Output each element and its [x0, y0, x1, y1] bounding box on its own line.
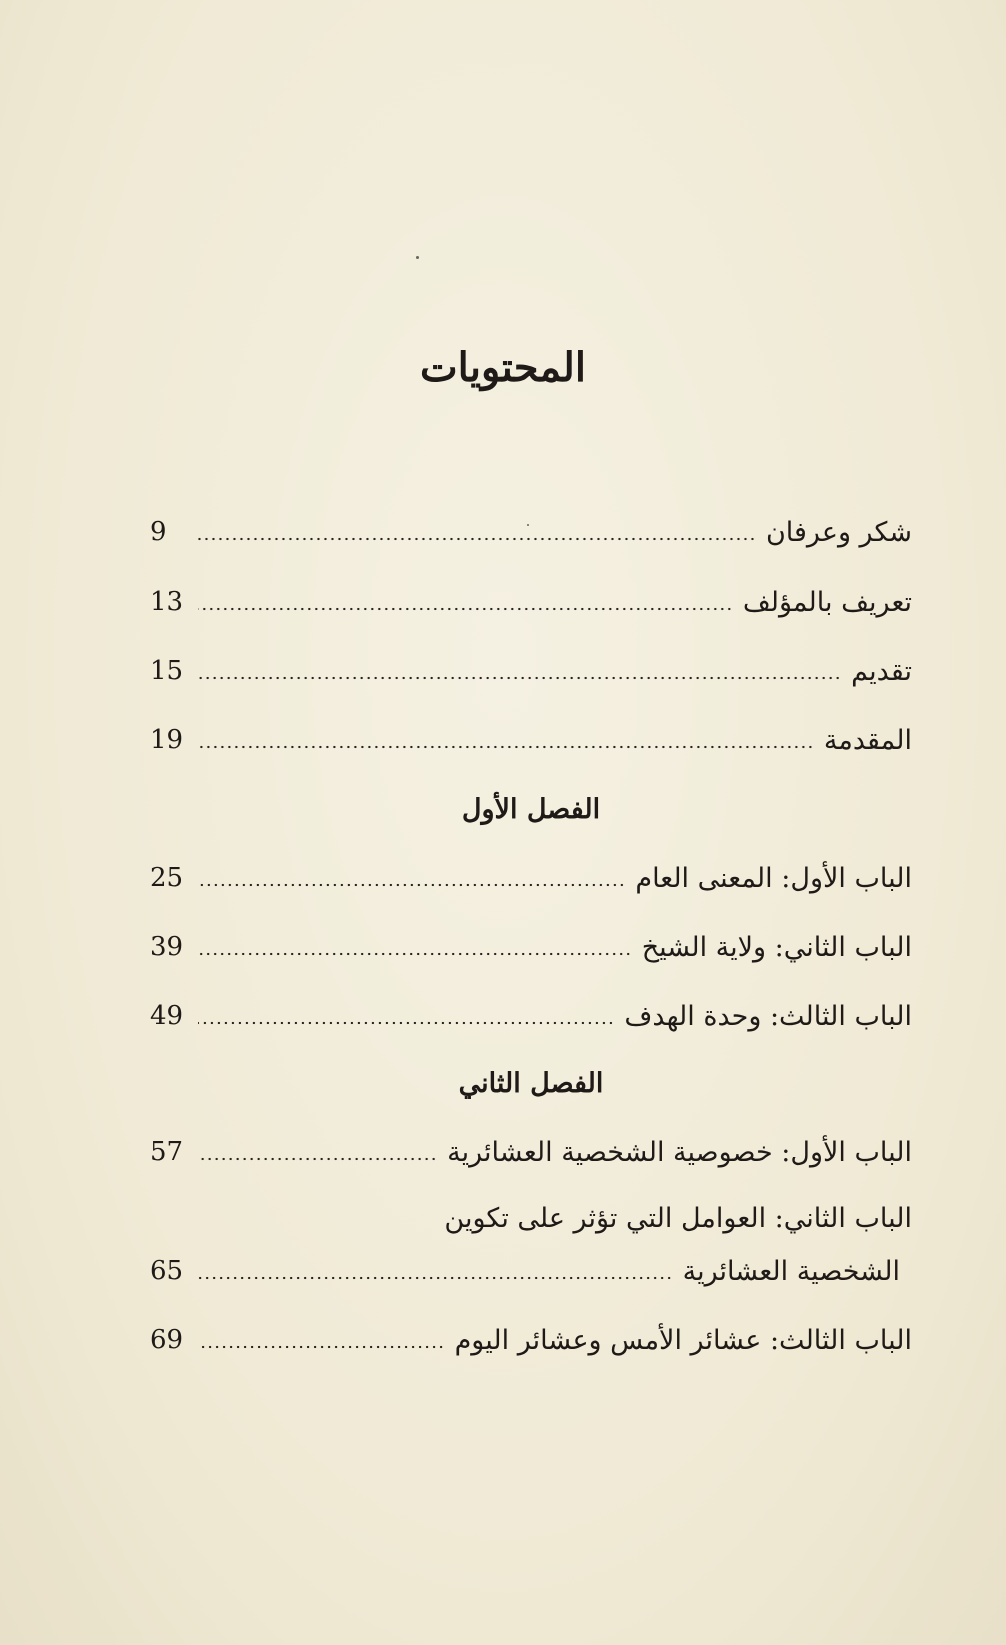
- toc-entry-label: شكر وعرفان: [765, 516, 912, 548]
- toc-entry: [150, 649, 912, 693]
- toc-entry: [150, 580, 912, 624]
- toc-entry-label: الباب الأول: المعنى العام: [635, 862, 912, 894]
- toc-entry-label: الباب الثالث: عشائر الأمس وعشائر اليوم: [454, 1324, 912, 1356]
- dot-leader: [198, 1345, 445, 1349]
- dot-leader: [198, 607, 733, 611]
- toc-entry-label: تعريف بالمؤلف: [742, 586, 912, 618]
- toc-entry-page: 9: [150, 517, 167, 547]
- toc-entry-label-line1: الباب الثاني: العوامل التي تؤثر على تكوين: [444, 1203, 912, 1234]
- toc-entry-page: 13: [150, 587, 184, 617]
- chapter-heading: الفصل الأول: [461, 794, 601, 825]
- toc-entry-label: الباب الثالث: وحدة الهدف: [624, 1000, 912, 1032]
- toc-entry-page: 19: [150, 725, 184, 755]
- toc-entry-page: 49: [150, 1001, 184, 1031]
- toc-entry: [150, 1318, 912, 1362]
- toc-entry-page: 15: [150, 656, 184, 686]
- dot-leader: [198, 1021, 614, 1025]
- dot-leader: [198, 1157, 437, 1161]
- toc-entry: [150, 1249, 912, 1293]
- toc-entry-label: المقدمة: [823, 724, 912, 756]
- toc-entry-page: 25: [150, 863, 184, 893]
- chapter-heading: الفصل الثاني: [458, 1068, 604, 1099]
- toc-entry-label: الباب الثاني: ولاية الشيخ: [641, 931, 912, 963]
- toc-entry: [150, 856, 912, 900]
- dot-leader: [198, 745, 814, 749]
- toc-entry: [150, 718, 912, 762]
- page-title: المحتويات: [420, 344, 586, 391]
- table-of-contents: [150, 0, 912, 1645]
- toc-entry-label-line2: الشخصية العشائرية: [682, 1255, 900, 1287]
- toc-entry-page: 39: [150, 932, 184, 962]
- toc-entry: [150, 994, 912, 1038]
- dot-leader: [198, 1276, 673, 1280]
- toc-entry-page: 69: [150, 1325, 184, 1355]
- toc-entry-label: الباب الأول: خصوصية الشخصية العشائرية: [447, 1136, 912, 1168]
- toc-entry: [150, 1130, 912, 1174]
- toc-entry: [150, 925, 912, 969]
- dot-leader: [198, 883, 625, 887]
- toc-entry-page: 57: [150, 1137, 184, 1167]
- toc-entry: [150, 510, 912, 554]
- dot-leader: [198, 952, 632, 956]
- dot-leader: [198, 537, 756, 541]
- toc-entry-page: 65: [150, 1256, 184, 1286]
- toc-entry-label: تقديم: [851, 655, 912, 687]
- dot-leader: [198, 676, 841, 680]
